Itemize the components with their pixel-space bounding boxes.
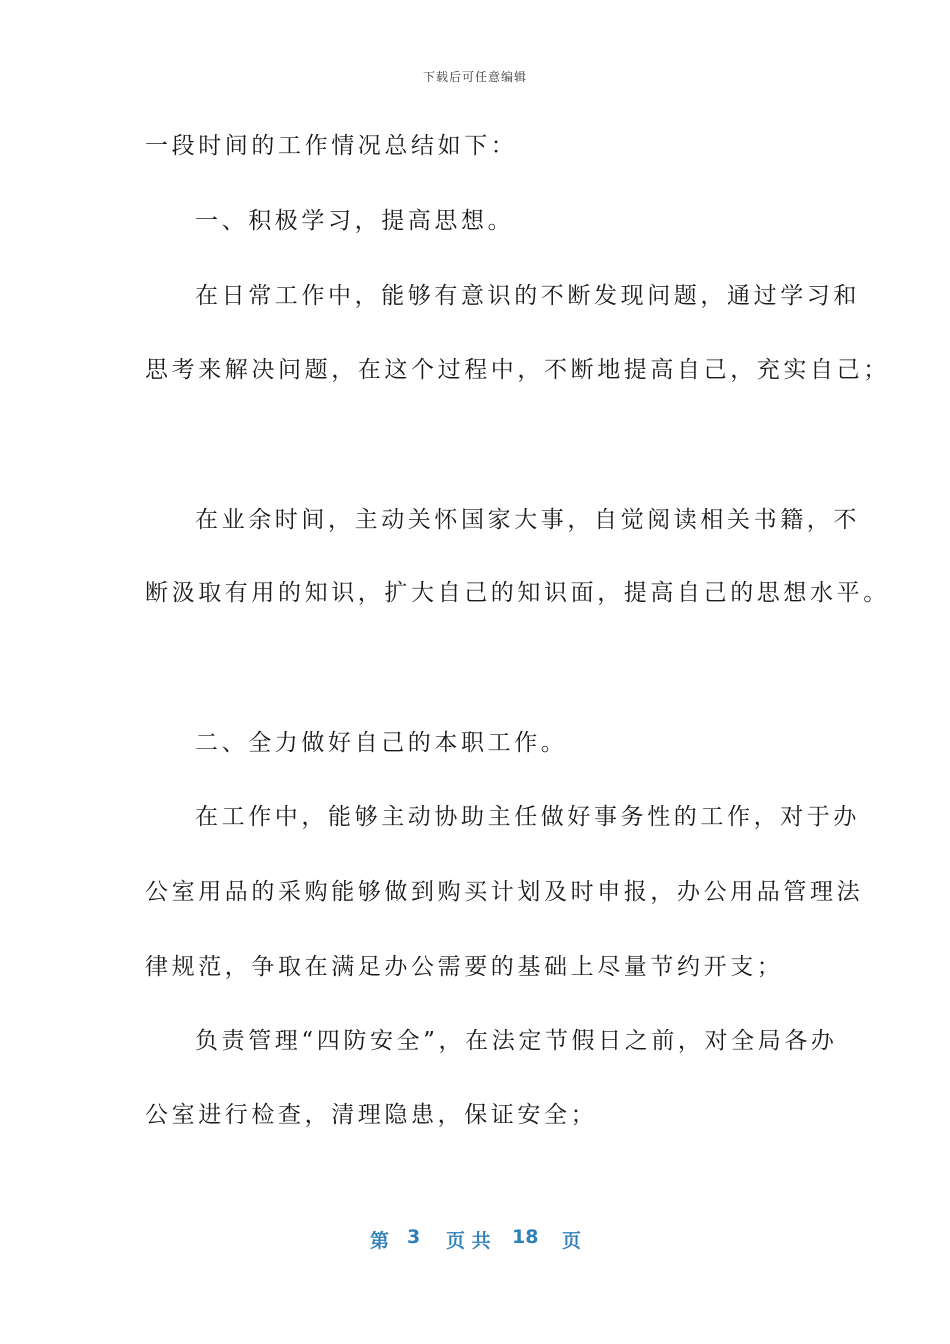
paragraph-line: 断汲取有用的知识，扩大自己的知识面，提高自己的思想水平。 xyxy=(145,580,890,606)
paragraph-line: 一段时间的工作情况总结如下： xyxy=(145,133,518,159)
footer-page-total: 18 xyxy=(512,1226,539,1248)
paragraph-line: 思考来解决问题，在这个过程中，不断地提高自己，充实自己； xyxy=(145,357,890,383)
footer-label-ye: 页 xyxy=(562,1230,582,1252)
paragraph-line: 在工作中，能够主动协助主任做好事务性的工作，对于办 xyxy=(195,804,860,830)
paragraph-line: 公室用品的采购能够做到购买计划及时申报，办公用品管理法 xyxy=(145,879,864,905)
paragraph-line: 公室进行检查，清理隐患，保证安全； xyxy=(145,1102,598,1128)
paragraph-line: 在日常工作中，能够有意识的不断发现问题，通过学习和 xyxy=(195,283,860,309)
paragraph-line: 负责管理“四防安全”，在法定节假日之前，对全局各办 xyxy=(195,1028,838,1054)
header-note: 下载后可任意编辑 xyxy=(422,70,527,84)
footer-label-ye-gong: 页 共 xyxy=(446,1230,491,1252)
paragraph-line: 律规范，争取在满足办公需要的基础上尽量节约开支； xyxy=(145,954,784,980)
section-heading-2: 二、全力做好自己的本职工作。 xyxy=(195,730,568,756)
paragraph-line: 在业余时间，主动关怀国家大事，自觉阅读相关书籍，不 xyxy=(195,507,860,533)
footer-page-current: 3 xyxy=(407,1226,421,1248)
footer-label-di: 第 xyxy=(370,1230,390,1252)
section-heading-1: 一、积极学习，提高思想。 xyxy=(195,208,515,234)
